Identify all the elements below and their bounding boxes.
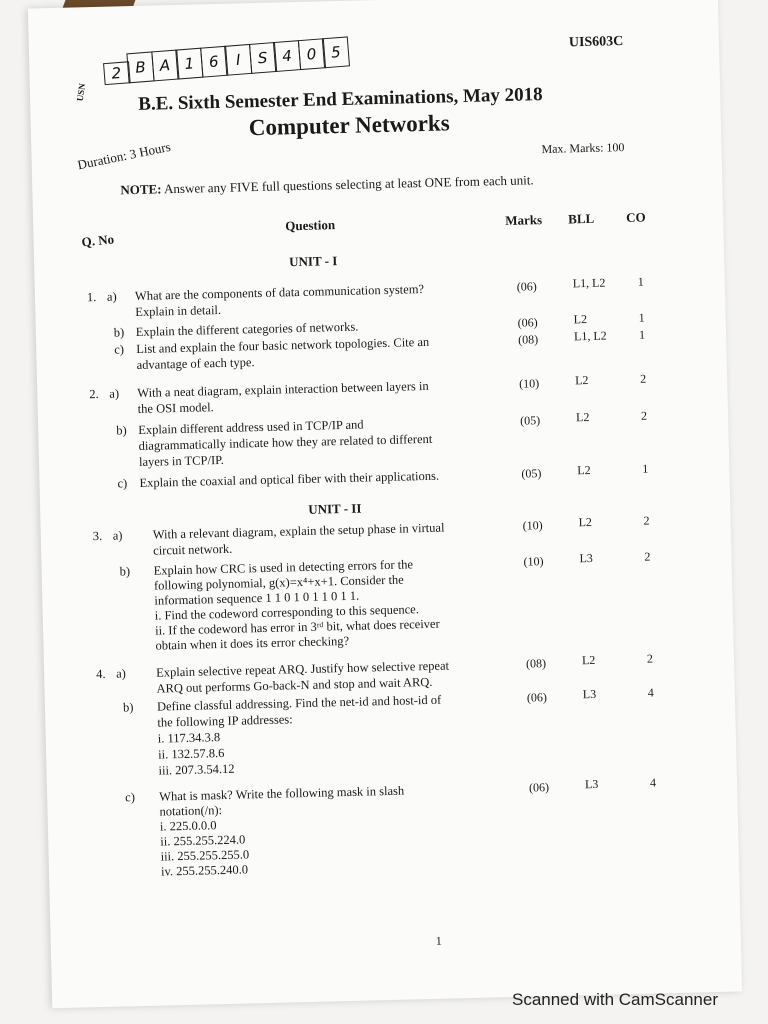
question-co: 2 (643, 513, 650, 528)
question-marks: (05) (519, 413, 541, 428)
question-text-line: Define classful addressing. Find the net-id and host-id of (156, 692, 442, 714)
question-number: 3. (92, 528, 103, 544)
scanner-watermark: Scanned with CamScanner (511, 990, 718, 1009)
duration: Duration: 3 Hours (76, 138, 172, 173)
question-text-line: ii. 255.255.224.0 (160, 832, 246, 849)
question-text-line: information sequence 1 1 0 1 0 1 1 0 1 1. (154, 588, 360, 608)
question-text-line: ii. 132.57.8.6 (157, 745, 225, 762)
question-part-label: b) (116, 423, 127, 438)
question-text-line: ARQ out performs Go-back-N and stop and wait ARQ. (156, 674, 433, 696)
question-marks: (10) (523, 554, 544, 569)
question-co: 2 (640, 408, 648, 423)
question-bll: L3 (582, 686, 597, 702)
exam-title: B.E. Sixth Semester End Examinations, May 2018 (138, 84, 543, 115)
question-co: 1 (642, 461, 649, 476)
note-label: NOTE: (120, 181, 162, 198)
unit-1-heading: UNIT - I (288, 253, 338, 270)
question-text-line: Explain the different categories of networks. (135, 319, 359, 340)
max-marks: Max. Marks: 100 (541, 140, 625, 157)
question-marks: (06) (516, 279, 537, 294)
question-text-line: With a neat diagram, explain interaction between layers in (137, 378, 429, 401)
usn-digit-box: A (151, 50, 179, 82)
question-text-line: ii. If the codeword has error in 3ʳᵈ bit, what does receiver (154, 616, 440, 638)
question-bll: L1, L2 (572, 275, 606, 291)
question-bll: L3 (579, 550, 593, 566)
question-part-label: a) (112, 528, 123, 543)
exam-paper (28, 0, 742, 1008)
question-co: 2 (646, 651, 654, 666)
question-co: 2 (639, 371, 647, 386)
question-marks: (06) (528, 780, 550, 795)
column-marks: Marks (505, 212, 543, 228)
question-marks: (06) (517, 315, 538, 330)
question-part-label: a) (106, 289, 117, 304)
unit-2-heading: UNIT - II (308, 500, 362, 517)
question-marks: (10) (519, 376, 540, 391)
course-code: UIS603C (568, 34, 624, 51)
usn-digit-box: 1 (175, 48, 203, 80)
usn-digit-box: 5 (322, 36, 350, 68)
column-qno: Q. No (80, 231, 115, 250)
question-text-line: List and explain the four basic network topologies. Cite an (136, 334, 430, 357)
question-co: 2 (644, 549, 651, 564)
question-text-line: i. 225.0.0.0 (159, 818, 217, 834)
question-number: 2. (89, 386, 99, 402)
question-text-line: the OSI model. (137, 400, 214, 417)
question-text-line: i. Find the codeword corresponding to this sequence. (154, 602, 420, 623)
column-co: CO (625, 209, 646, 226)
question-text-line: i. 117.34.3.8 (157, 730, 221, 746)
question-text-line: diagrammatically indicate how they are related to different (138, 431, 433, 454)
question-part-label: a) (109, 386, 120, 401)
question-part-label: c) (114, 342, 125, 357)
question-bll: L2 (578, 514, 593, 530)
question-bll: L1, L2 (573, 328, 607, 344)
question-text-line: Explain how CRC is used in detecting errors for the (153, 557, 414, 578)
question-text-line: Explain different address used in TCP/IP and (138, 417, 364, 438)
question-bll: L3 (584, 776, 599, 792)
usn-digit-box: 6 (200, 46, 228, 78)
question-co: 1 (638, 310, 645, 325)
question-part-label: a) (115, 666, 127, 681)
question-bll: L2 (573, 312, 588, 327)
question-part-label: b) (119, 564, 131, 579)
question-text-line: Explain the coaxial and optical fiber with their applications. (139, 468, 440, 490)
usn-digit-box: S (249, 42, 277, 74)
question-text-line: iii. 207.3.54.12 (158, 761, 235, 778)
question-text-line: obtain when it does its error checking? (155, 633, 350, 653)
question-marks: (05) (521, 466, 542, 481)
question-text-line: the following IP addresses: (157, 712, 293, 730)
usn-boxes (103, 36, 350, 85)
question-bll: L2 (581, 652, 596, 668)
question-part-label: b) (113, 325, 125, 340)
column-question: Question (285, 217, 336, 234)
column-bll: BLL (568, 210, 595, 227)
question-part-label: c) (125, 790, 136, 805)
question-marks: (08) (525, 656, 547, 671)
question-co: 1 (638, 327, 646, 342)
question-number: 1. (86, 289, 97, 305)
question-marks: (08) (517, 332, 539, 347)
question-bll: L2 (574, 372, 589, 388)
question-part-label: c) (117, 476, 128, 491)
course-title: Computer Networks (248, 110, 450, 141)
instructions (120, 172, 534, 198)
question-marks: (06) (526, 690, 548, 705)
question-co: 4 (649, 775, 657, 790)
question-text-line: following polynomial, g(x)=x⁴+x+1. Consider the (153, 572, 404, 593)
usn-digit-box: I (224, 44, 252, 76)
question-text-line: circuit network. (152, 541, 233, 558)
question-text-line: With a relevant diagram, explain the setup phase in virtual (152, 520, 445, 542)
question-number: 4. (95, 666, 106, 682)
question-co: 1 (637, 274, 644, 289)
question-text-line: Explain selective repeat ARQ. Justify how selective repeat (155, 658, 450, 680)
question-bll: L2 (575, 409, 590, 425)
question-co: 4 (647, 685, 654, 700)
note-text: Answer any FIVE full questions selecting at least ONE from each unit. (163, 172, 534, 197)
usn-digit-box: 2 (103, 61, 131, 85)
question-text-line: What is mask? Write the following mask in slash (159, 783, 405, 804)
usn-digit-box: 0 (297, 38, 325, 70)
page-number: 1 (435, 933, 442, 948)
question-text-line: iv. 255.255.240.0 (160, 862, 249, 879)
usn-label: USN (74, 82, 88, 102)
question-text-line: notation(/n): (159, 803, 223, 819)
question-text-line: iii. 255.255.255.0 (160, 847, 250, 864)
usn-digit-box: 4 (273, 40, 301, 72)
question-text-line: layers in TCP/IP. (138, 452, 225, 469)
question-bll: L2 (577, 462, 591, 478)
question-text-line: Explain in detail. (135, 302, 222, 320)
question-text-line: What are the components of data communication system? (134, 281, 425, 304)
question-text-line: advantage of each type. (136, 355, 255, 373)
question-marks: (10) (522, 518, 543, 533)
usn-digit-box: B (126, 51, 154, 83)
question-part-label: b) (122, 700, 134, 715)
